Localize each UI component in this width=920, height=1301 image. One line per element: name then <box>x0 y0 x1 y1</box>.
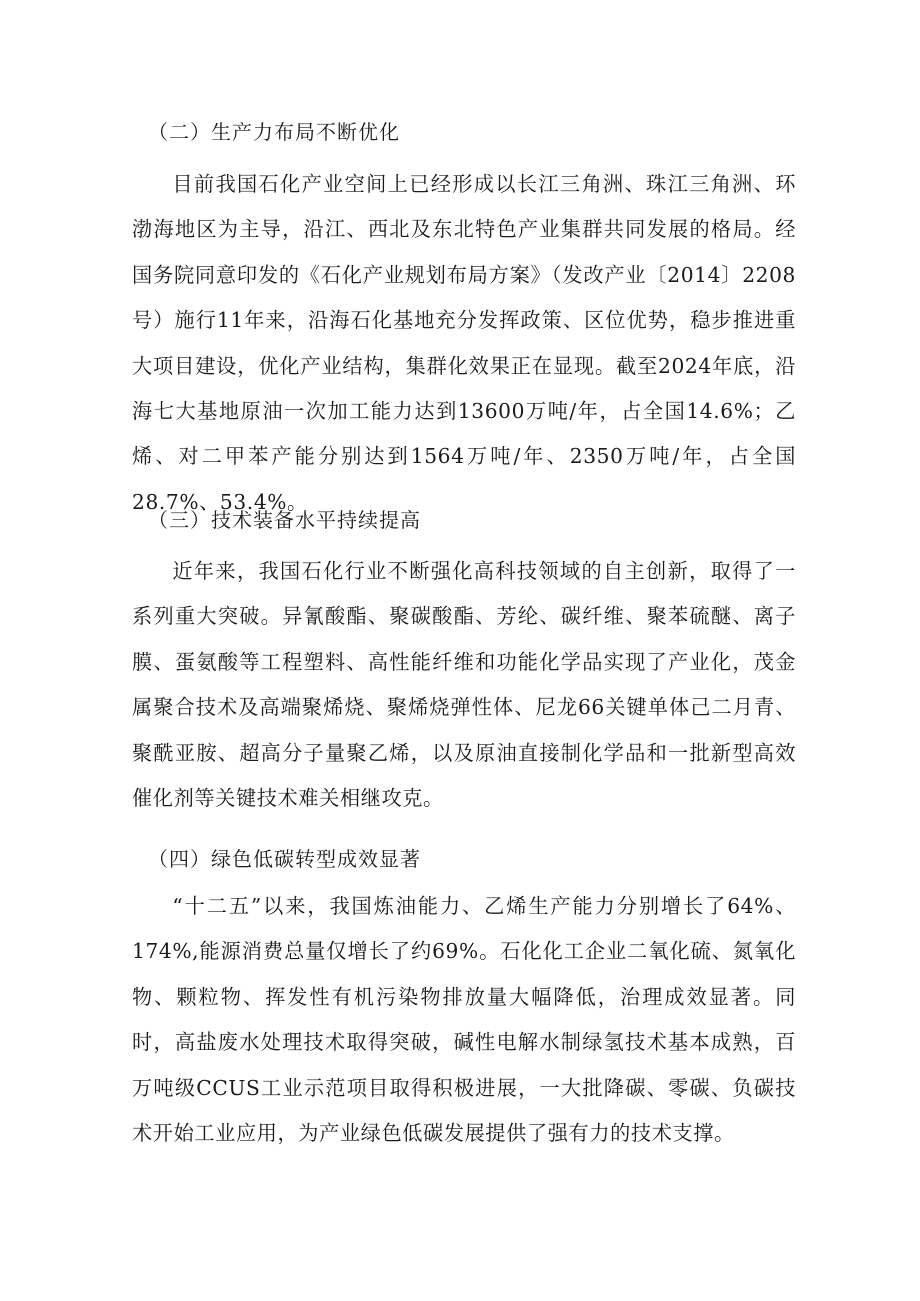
section-heading-2: （二）生产力布局不断优化 <box>148 120 400 144</box>
section-heading-4: （四）绿色低碳转型成效显著 <box>148 847 421 871</box>
section-body-3: 近年来，我国石化行业不断强化高科技领域的自主创新，取得了一系列重大突破。异氰酸酯、聚碳酸酯、芳纶、碳纤维、聚苯硫醚、离子膜、蛋氨酸等工程塑料、高性能纤维和功能化学品实现了产业化，茂金属聚合技术及高端聚烯烧、聚烯烧弹性体、尼龙66关键单体己二月青、聚酰亚胺、超高分子量聚乙烯，以及原油直接制化学品和一批新型高效催化剂等关键技术难关相继攻克。 <box>132 559 796 811</box>
section-body-2: 目前我国石化产业空间上已经形成以长江三角洲、珠江三角洲、环渤海地区为主导，沿江、西北及东北特色产业集群共同发展的格局。经国务院同意印发的《石化产业规划布局方案》（发改产业〔2014〕2208号）施行11年来，沿海石化基地充分发挥政策、区位优势，稳步推进重大项目建设，优化产业结构，集群化效果正在显现。截至2024年底，沿海七大基地原油一次加工能力达到13600万吨/年，占全国14.6%；乙烯、对二甲苯产能分别达到1564万吨/年、2350万吨/年，占全国28.7%、53.4%。 <box>132 172 796 514</box>
section-heading-3: （三）技术装备水平持续提高 <box>148 508 421 532</box>
section-body-4: “十二五”以来，我国炼油能力、乙烯生产能力分别增长了64%、174%,能源消费总量仅增长了约69%。石化化工企业二氧化硫、氮氧化物、颗粒物、挥发性有机污染物排放量大幅降低，治理成效显著。同时，高盐废水处理技术取得突破，碱性电解水制绿氢技术基本成熟，百万吨级CCUS工业示范项目取得积极进展，一大批降碳、零碳、负碳技术开始工业应用，为产业绿色低碳发展提供了强有力的技术支撑。 <box>132 894 796 1146</box>
